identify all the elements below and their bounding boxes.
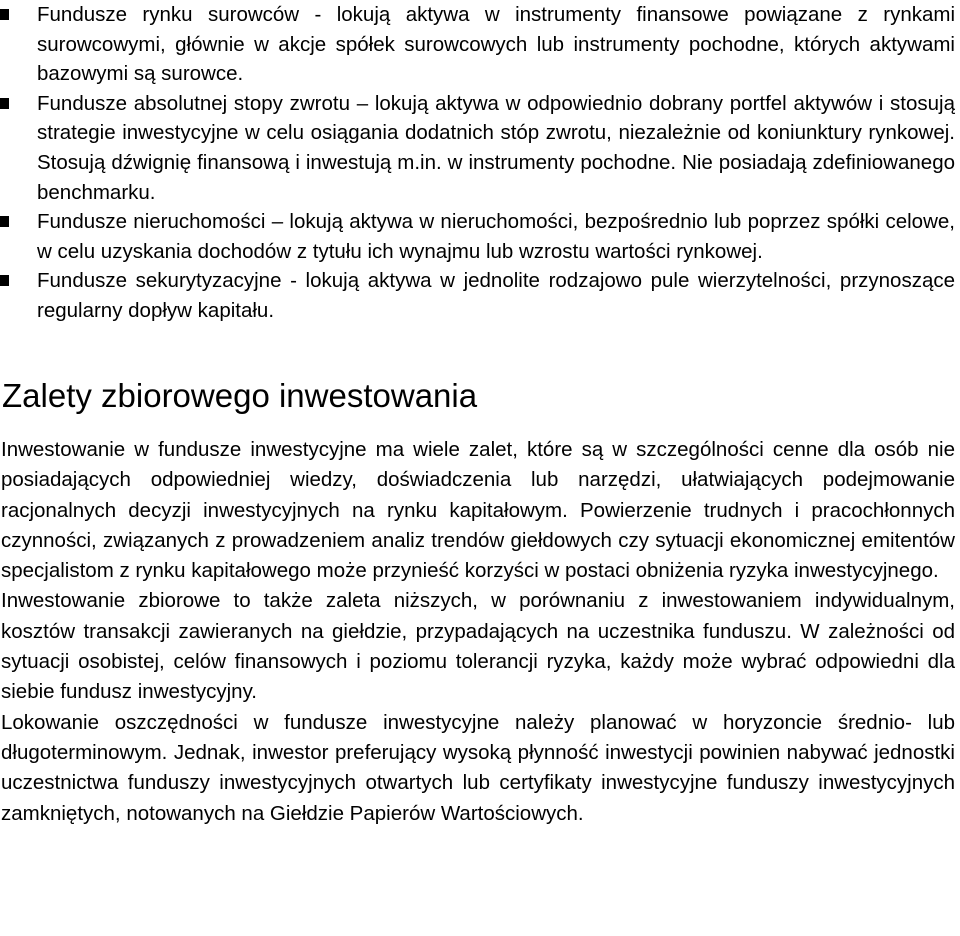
- bullet-text: Fundusze sekurytyzacyjne - lokują aktywa w jednolite rodzajowo pule wierzytelności, przynoszące regularny dopływ kapitału.: [37, 269, 955, 322]
- square-bullet-icon: [0, 98, 9, 109]
- list-item: [0, 0, 955, 89]
- list-item: [0, 266, 955, 325]
- bullet-text: Fundusze nieruchomości – lokują aktywa w nieruchomości, bezpośrednio lub poprzez spółki celowe, w celu uzyskania dochodów z tytułu ich wynajmu lub wzrostu wartości rynkowej.: [37, 210, 955, 263]
- section-heading: Zalety zbiorowego inwestowania: [2, 377, 478, 414]
- fund-types-list: [0, 0, 955, 326]
- list-item: [0, 207, 955, 266]
- paragraph: Inwestowanie w fundusze inwestycyjne ma wiele zalet, które są w szczególności cenne dla osób nie posiadających odpowiedniej wiedzy, doświadczenia lub narzędzi, ułatwiających podejmowanie racjonalnych decyzji inwestycyjnych na rynku kapitałowym. Powierzenie trudnych i pracochłonnych czynności, związanych z prowadzeniem analiz trendów giełdowych czy sytuacji ekonomicznej emitentów specjalistom z rynku kapitałowego może przynieść korzyści w postaci obniżenia ryzyka inwestycyjnego.: [1, 438, 955, 583]
- square-bullet-icon: [0, 9, 9, 20]
- section-body: [1, 435, 955, 829]
- list-item: [0, 89, 955, 207]
- square-bullet-icon: [0, 216, 9, 227]
- square-bullet-icon: [0, 275, 9, 286]
- paragraph: Inwestowanie zbiorowe to także zaleta niższych, w porównaniu z inwestowaniem indywidualnym, kosztów transakcji zawieranych na giełdzie, przypadających na uczestnika funduszu. W zależności od sytuacji osobistej, celów finansowych i poziomu tolerancji ryzyka, każdy może wybrać odpowiedni dla siebie fundusz inwestycyjny.: [1, 589, 955, 704]
- bullet-text: Fundusze absolutnej stopy zwrotu – lokują aktywa w odpowiednio dobrany portfel aktywów i stosują strategie inwestycyjne w celu osiągania dodatnich stóp zwrotu, niezależnie od koniunktury rynkowej. Stosują dźwignię finansową i inwestują m.in. w instrumenty pochodne. Nie posiadają zdefiniowanego benchmarku.: [37, 91, 955, 204]
- bullet-text: Fundusze rynku surowców - lokują aktywa w instrumenty finansowe powiązane z rynkami surowcowymi, głównie w akcje spółek surowcowych lub instrumenty pochodne, których aktywami bazowymi są surowce.: [37, 3, 955, 86]
- paragraph: Lokowanie oszczędności w fundusze inwestycyjne należy planować w horyzoncie średnio- lub długoterminowym. Jednak, inwestor preferujący wysoką płynność inwestycji powinien nabywać jednostki uczestnictwa funduszy inwestycyjnych otwartych lub certyfikaty inwestycyjne funduszy inwestycyjnych zamkniętych, notowanych na Giełdzie Papierów Wartościowych.: [1, 710, 955, 825]
